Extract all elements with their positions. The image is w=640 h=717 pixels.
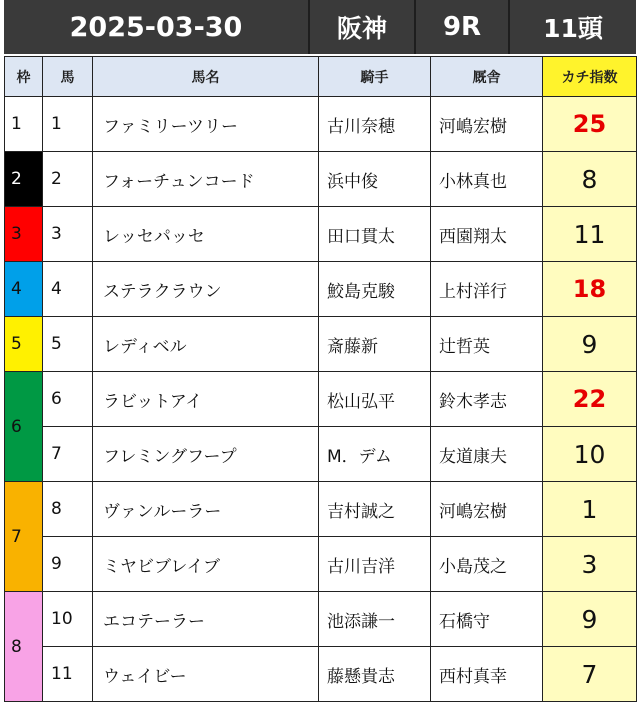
horse-number: 9	[43, 537, 93, 592]
table-header-row	[5, 57, 637, 97]
jockey-name: M．デム	[319, 427, 431, 482]
trainer-name: 河嶋宏樹	[431, 97, 543, 152]
horse-number: 7	[43, 427, 93, 482]
horse-number: 6	[43, 372, 93, 427]
trainer-name: 小林真也	[431, 152, 543, 207]
horse-number: 8	[43, 482, 93, 537]
table-row	[5, 647, 637, 702]
score-value: 18	[543, 262, 637, 317]
score-value: 10	[543, 427, 637, 482]
trainer-name: 小島茂之	[431, 537, 543, 592]
jockey-name: 鮫島克駿	[319, 262, 431, 317]
horse-name: ファミリーツリー	[93, 97, 319, 152]
race-date: 2025-03-30	[4, 0, 310, 54]
horse-number: 1	[43, 97, 93, 152]
col-frame: 枠	[5, 57, 43, 97]
score-value: 22	[543, 372, 637, 427]
table-row	[5, 317, 637, 372]
table-row	[5, 207, 637, 262]
score-value: 25	[543, 97, 637, 152]
table-row	[5, 537, 637, 592]
score-value: 7	[543, 647, 637, 702]
race-venue: 阪神	[310, 0, 416, 54]
race-header	[4, 0, 636, 54]
jockey-name: 田口貫太	[319, 207, 431, 262]
score-value: 1	[543, 482, 637, 537]
frame-cell: 4	[5, 262, 43, 317]
horse-name: ラビットアイ	[93, 372, 319, 427]
horse-name: フォーチュンコード	[93, 152, 319, 207]
horse-number: 11	[43, 647, 93, 702]
table-row	[5, 592, 637, 647]
jockey-name: 池添謙一	[319, 592, 431, 647]
table-row	[5, 152, 637, 207]
col-number: 馬	[43, 57, 93, 97]
horse-name: ミヤビブレイブ	[93, 537, 319, 592]
frame-cell: 6	[5, 372, 43, 482]
table-row	[5, 482, 637, 537]
trainer-name: 河嶋宏樹	[431, 482, 543, 537]
jockey-name: 藤懸貴志	[319, 647, 431, 702]
score-value: 3	[543, 537, 637, 592]
horse-number: 4	[43, 262, 93, 317]
horse-number: 10	[43, 592, 93, 647]
horse-number: 5	[43, 317, 93, 372]
col-trainer: 厩舎	[431, 57, 543, 97]
col-jockey: 騎手	[319, 57, 431, 97]
jockey-name: 浜中俊	[319, 152, 431, 207]
frame-cell: 2	[5, 152, 43, 207]
jockey-name: 古川吉洋	[319, 537, 431, 592]
table-row	[5, 97, 637, 152]
frame-cell: 3	[5, 207, 43, 262]
horse-number: 2	[43, 152, 93, 207]
jockey-name: 斎藤新	[319, 317, 431, 372]
col-score: カチ指数	[543, 57, 637, 97]
horse-name: フレミングフープ	[93, 427, 319, 482]
jockey-name: 古川奈穂	[319, 97, 431, 152]
trainer-name: 辻哲英	[431, 317, 543, 372]
horse-name: ステラクラウン	[93, 262, 319, 317]
score-value: 11	[543, 207, 637, 262]
frame-cell: 5	[5, 317, 43, 372]
trainer-name: 石橋守	[431, 592, 543, 647]
score-value: 8	[543, 152, 637, 207]
trainer-name: 上村洋行	[431, 262, 543, 317]
race-card	[4, 0, 636, 708]
horse-name: レディベル	[93, 317, 319, 372]
horse-name: エコテーラー	[93, 592, 319, 647]
frame-cell: 1	[5, 97, 43, 152]
entries-table	[4, 56, 637, 702]
table-row	[5, 372, 637, 427]
frame-cell: 7	[5, 482, 43, 592]
horse-number: 3	[43, 207, 93, 262]
race-number: 9R	[416, 0, 510, 54]
horse-name: レッセパッセ	[93, 207, 319, 262]
jockey-name: 松山弘平	[319, 372, 431, 427]
trainer-name: 鈴木孝志	[431, 372, 543, 427]
frame-cell: 8	[5, 592, 43, 702]
horse-name: ヴァンルーラー	[93, 482, 319, 537]
table-row	[5, 427, 637, 482]
col-horse: 馬名	[93, 57, 319, 97]
trainer-name: 西村真幸	[431, 647, 543, 702]
score-value: 9	[543, 317, 637, 372]
table-row	[5, 262, 637, 317]
trainer-name: 西園翔太	[431, 207, 543, 262]
jockey-name: 吉村誠之	[319, 482, 431, 537]
trainer-name: 友道康夫	[431, 427, 543, 482]
horse-name: ウェイビー	[93, 647, 319, 702]
runner-count: 11頭	[543, 14, 603, 43]
score-value: 9	[543, 592, 637, 647]
